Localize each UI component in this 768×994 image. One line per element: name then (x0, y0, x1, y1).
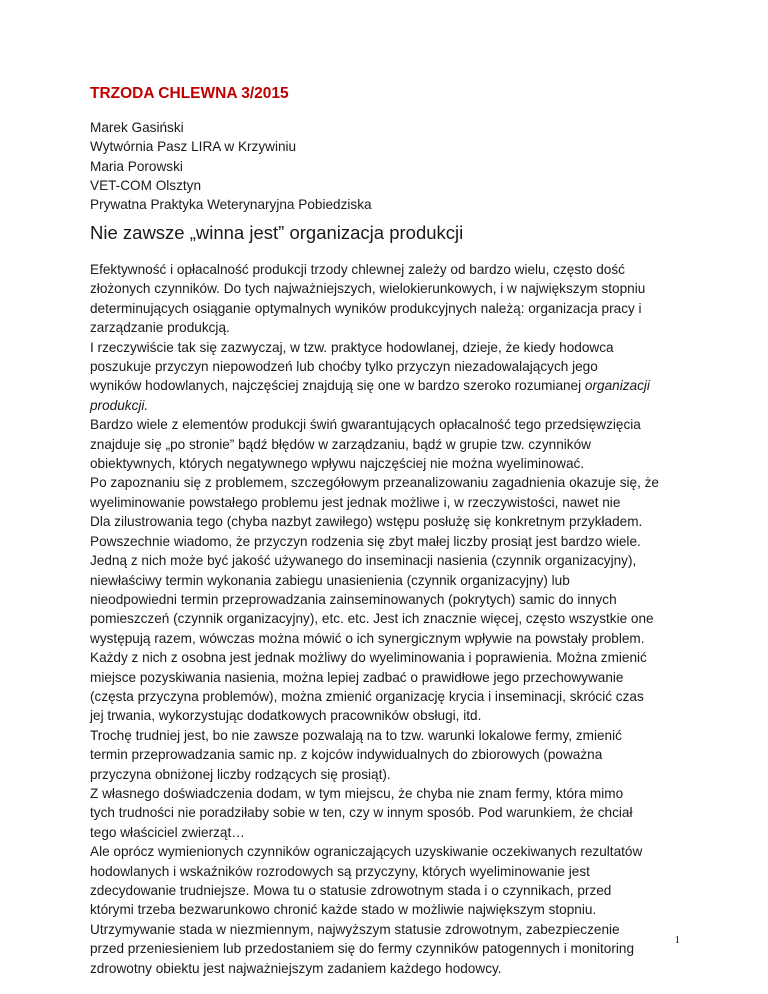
body-line: Z własnego doświadczenia dodam, w tym miejscu, że chyba nie znam fermy, która mimo (90, 785, 624, 801)
body-line: Efektywność i opłacalność produkcji trzody chlewnej zależy od bardzo wielu, często dość (90, 262, 625, 277)
body-line: termin przeprowadzania samic np. z kojców indywidualnych do zbiorowych (poważna (90, 747, 603, 763)
body-line: zdecydowanie trudniejsze. Mowa tu o statusie zdrowotnym stada i o czynnikach, przed (90, 883, 612, 898)
body-line-text: wyników hodowlanych, najczęściej znajdują się one w bardzo szeroko rozumianej (90, 378, 585, 394)
author-line: Marek Gasiński (90, 120, 184, 135)
author-list (90, 118, 372, 214)
body-line: przyczyna obniżonej liczby rodzących się prosiąt). (90, 766, 391, 782)
body-line: tego właściciel zwierząt… (90, 824, 245, 840)
article-body (90, 260, 690, 978)
author-line: VET-COM Olsztyn (90, 177, 202, 193)
body-line: znajduje się „po stronie” bądź błędów w zarządzaniu, bądź w grupie tzw. czynników (90, 436, 591, 452)
body-line: złożonych czynników. Do tych najważniejszych, wielokierunkowych, i w największym stopniu (90, 281, 646, 297)
body-line: poszukuje przyczyn niepowodzeń lub choćby tylko przyczyn niezadowalających jego (90, 359, 598, 375)
author-line: Prywatna Praktyka Weterynaryjna Pobiedziska (90, 197, 372, 213)
article-title: Nie zawsze „winna jest” organizacja produkcji (90, 222, 464, 243)
body-line-italic: produkcji. (90, 397, 149, 413)
body-line: Po zapoznaniu się z problemem, szczegółowym przeanalizowaniu zagadnienia okazuje się, że (90, 475, 659, 491)
body-line: jej trwania, wykorzystując dodatkowych pracowników obsługi, itd. (90, 708, 482, 724)
body-line: hodowlanych i wskaźników rozrodowych są przyczyny, których wyeliminowanie jest (90, 863, 590, 879)
body-line: Utrzymywanie stada w niezmiennym, najwyższym statusie zdrowotnym, zabezpieczenie (90, 921, 620, 937)
body-line: zdrowotny obiektu jest najważniejszym zadaniem każdego hodowcy. (90, 960, 502, 976)
body-line: determinujących osiąganie optymalnych wyników produkcyjnych należą: organizacja pracy i (90, 300, 642, 316)
body-line: obiektywnych, których negatywnego wpływu najczęściej nie można wyeliminować. (90, 456, 585, 472)
body-line: występują razem, wówczas można mówić o ich synergicznym wpływie na powstały problem. (90, 630, 645, 646)
body-line: tych trudności nie poradziłaby sobie w ten, czy w innym sposób. Pod warunkiem, że chciał (90, 805, 633, 821)
body-line: Ale oprócz wymienionych czynników ograniczających uzyskiwanie oczekiwanych rezultatów (90, 844, 643, 860)
body-line: I rzeczywiście tak się zazwyczaj, w tzw. praktyce hodowlanej, dzieje, że kiedy hodowca (90, 339, 614, 355)
body-line: pomieszczeń (czynnik organizacyjny), etc. etc. Jest ich znacznie więcej, często wszystkie one (90, 611, 654, 627)
body-line: Powszechnie wiadomo, że przyczyn rodzenia się zbyt małej liczby prosiąt jest bardzo wiele. (90, 533, 641, 549)
body-line: Jedną z nich może być jakość używanego do inseminacji nasienia (czynnik organizacyjny), (90, 553, 637, 569)
author-line: Wytwórnia Pasz LIRA w Krzywiniu (90, 139, 297, 155)
body-line: którymi trzeba bezwarunkowo chronić każde stado w możliwie największym stopniu. (90, 902, 597, 918)
body-line: Każdy z nich z osobna jest jednak możliwy do wyeliminowania i poprawienia. Można zmienić (90, 650, 647, 666)
body-line-italic-text: organizacji (584, 378, 650, 394)
body-line: nieodpowiedni termin przeprowadzania zainseminowanych (pokrytych) samic do innych (90, 591, 617, 607)
author-line: Maria Porowski (90, 158, 183, 174)
body-line: przed przeniesieniem lub przedostaniem się do fermy czynników patogennych i monitoring (90, 941, 635, 957)
journal-heading: TRZODA CHLEWNA 3/2015 (90, 85, 289, 102)
body-line: wyeliminowanie powstałego problemu jest jednak możliwe i, w rzeczywistości, nawet nie (90, 494, 621, 510)
page-number: 1 (674, 934, 680, 946)
body-line (90, 376, 690, 395)
body-line: miejsce pozyskiwania nasienia, można lepiej zadbać o prawidłowe jego przechowywanie (90, 669, 624, 685)
body-line: niewłaściwy termin wykonania zabiegu unasienienia (czynnik organizacyjny) lub (90, 572, 570, 588)
body-line: (częsta przyczyna problemów), można zmienić organizację krycia i inseminacji, skrócić czas (90, 688, 644, 704)
body-line: Dla zilustrowania tego (chyba nazbyt zawiłego) wstępu posłużę się konkretnym przykładem. (90, 514, 643, 530)
body-line: zarządzanie produkcją. (90, 320, 230, 336)
body-line: Bardzo wiele z elementów produkcji świń gwarantujących opłacalność tego przedsięwzięcia (90, 417, 641, 433)
body-line: Trochę trudniej jest, bo nie zawsze pozwalają na to tzw. warunki lokalowe fermy, zmienić (90, 727, 622, 743)
